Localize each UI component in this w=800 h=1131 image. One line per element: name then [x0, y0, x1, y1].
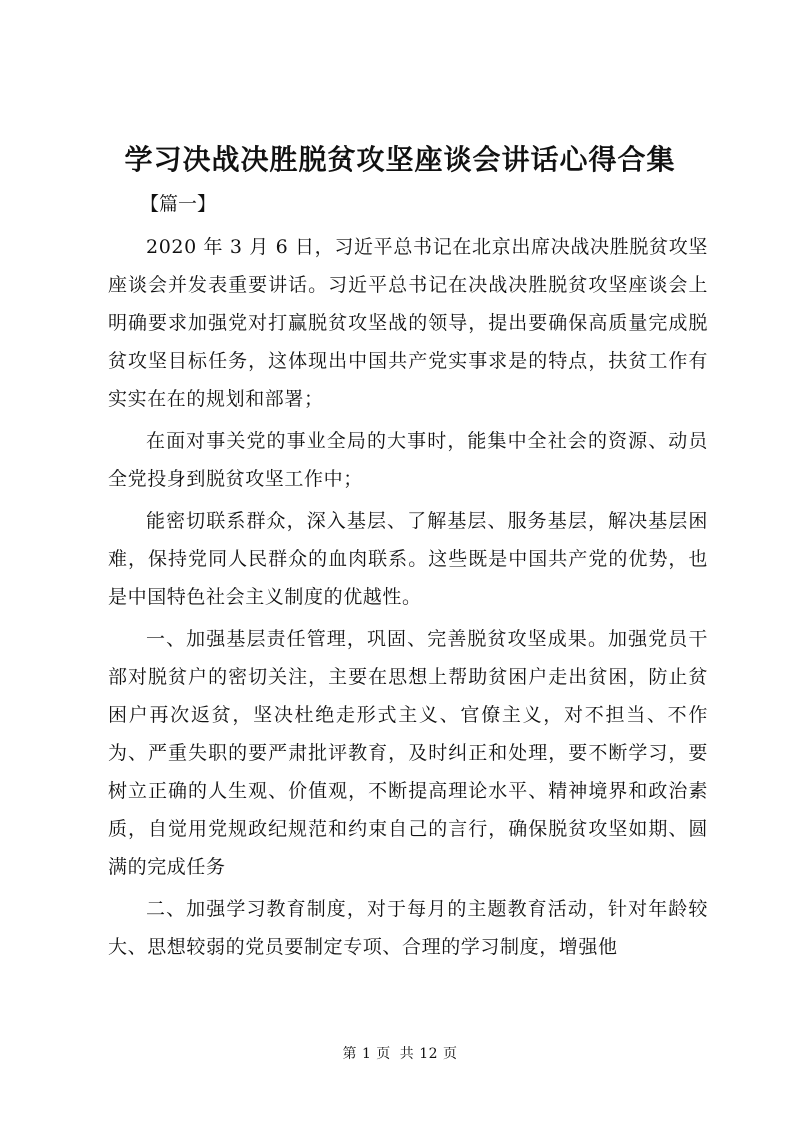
- document-title: 学习决战决胜脱贫攻坚座谈会讲话心得合集: [124, 143, 676, 176]
- page-total: 共 12 页: [399, 1046, 458, 1062]
- paragraph: 二、加强学习教育制度，对于每月的主题教育活动，针对年龄较大、思想较弱的党员要制定专项、合理的学习制度，增强他: [108, 898, 708, 958]
- page-number: 第 1 页: [342, 1046, 391, 1062]
- paragraph: 一、加强基层责任管理，巩固、完善脱贫攻坚成果。加强党员干部对脱贫户的密切关注，主要在思想上帮助贫困户走出贫困，防止贫困户再次返贫，坚决杜绝走形式主义、官僚主义，对不担当、不作为、严重失职的要严肃批评教育，及时纠正和处理，要不断学习，要树立正确的人生观、价值观，不断提高理论水平、精神境界和政治素质，自觉用党规政纪规范和约束自己的言行，确保脱贫攻坚如期、圆满的完成任务: [108, 628, 708, 878]
- page-footer: [0, 1044, 800, 1064]
- section-label: 【篇一】: [140, 193, 217, 215]
- paragraph: 2020 年 3 月 6 日，习近平总书记在北京出席决战决胜脱贫攻坚座谈会并发表重要讲话。习近平总书记在决战决胜脱贫攻坚座谈会上明确要求加强党对打赢脱贫攻坚战的领导，提出要确保高质量完成脱贫攻坚目标任务，这体现出中国共产党实事求是的特点，扶贫工作有实实在在的规划和部署；: [108, 236, 708, 410]
- document-body: [108, 228, 708, 970]
- paragraph: 能密切联系群众，深入基层、了解基层、服务基层，解决基层困难，保持党同人民群众的血肉联系。这些既是中国共产党的优势，也是中国特色社会主义制度的优越性。: [108, 510, 708, 608]
- paragraph: 在面对事关党的事业全局的大事时，能集中全社会的资源、动员全党投身到脱贫攻坚工作中；: [108, 430, 708, 490]
